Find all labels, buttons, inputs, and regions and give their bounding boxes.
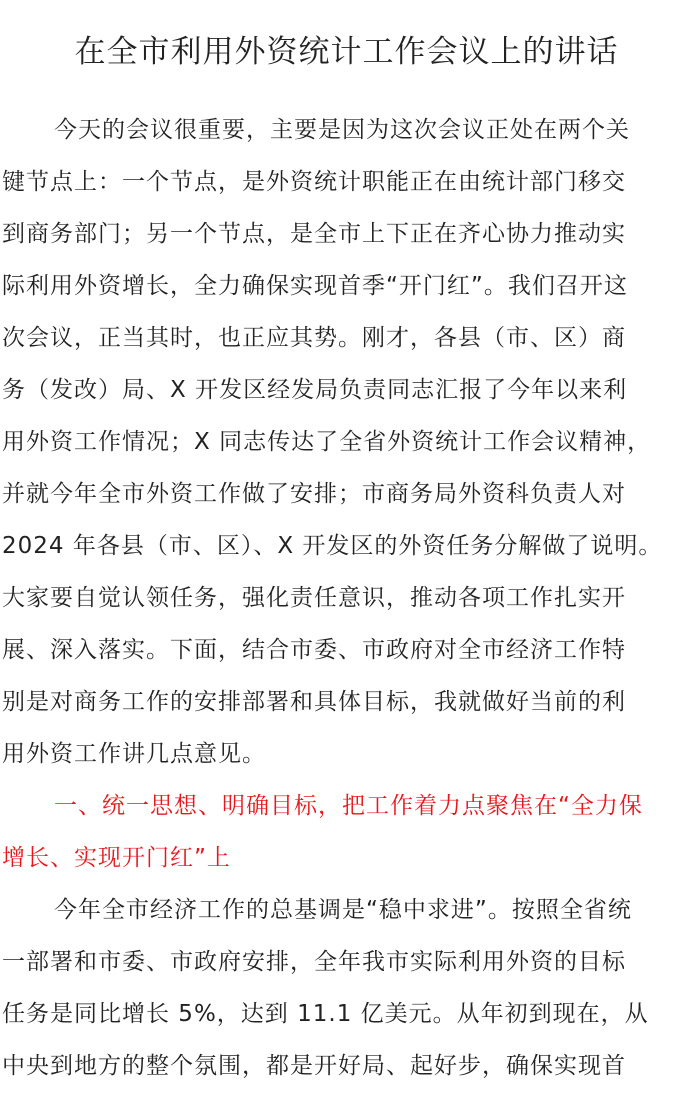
paragraph-1-line: 并就今年全市外资工作做了安排；市商务局外资科负责人对: [2, 481, 626, 507]
paragraph-1-line: 务（发改）局、X 开发区经发局负责同志汇报了今年以来利: [2, 377, 628, 403]
paragraph-1-line: 展、深入落实。下面，结合市委、市政府对全市经济工作特: [2, 637, 626, 663]
paragraph-1-line: 到商务部门；另一个节点，是全市上下正在齐心协力推动实: [2, 221, 626, 247]
paragraph-1-line: 次会议，正当其时，也正应其势。刚才，各县（市、区）商: [2, 325, 626, 351]
paragraph-1-line: 用外资工作讲几点意见。: [2, 741, 266, 767]
document-title: 在全市利用外资统计工作会议上的讲话: [74, 34, 619, 70]
paragraph-1-line: 际利用外资增长，全力确保实现首季“开门红”。我们召开这: [2, 273, 628, 299]
document-body: [2, 104, 693, 1092]
paragraph-1-line: 用外资工作情况；X 同志传达了全省外资统计工作会议精神，: [2, 429, 652, 455]
section-heading-line: 一、统一思想、明确目标，把工作着力点聚焦在“全力保: [54, 793, 643, 819]
paragraph-3-line: 中央到地方的整个氛围，都是开好局、起好步，确保实现首: [2, 1053, 626, 1079]
paragraph-1-line: 大家要自觉认领任务，强化责任意识，推动各项工作扎实开: [2, 585, 626, 611]
paragraph-3-line: 今年全市经济工作的总基调是“稳中求进”。按照全省统: [54, 897, 632, 923]
paragraph-3-line: 任务是同比增长 5%，达到 11.1 亿美元。从年初到现在，从: [2, 1001, 649, 1027]
paragraph-1-line: 键节点上：一个节点，是外资统计职能正在由统计部门移交: [2, 169, 626, 195]
paragraph-3-line: 一部署和市委、市政府安排，全年我市实际利用外资的目标: [2, 949, 626, 975]
paragraph-1-line: 别是对商务工作的安排部署和具体目标，我就做好当前的利: [2, 689, 626, 715]
paragraph-1-line: 2024 年各县（市、区）、X 开发区的外资任务分解做了说明。: [2, 533, 663, 559]
section-heading-line: 增长、实现开门红”上: [2, 845, 231, 871]
paragraph-1-line: 今天的会议很重要，主要是因为这次会议正处在两个关: [54, 117, 630, 143]
